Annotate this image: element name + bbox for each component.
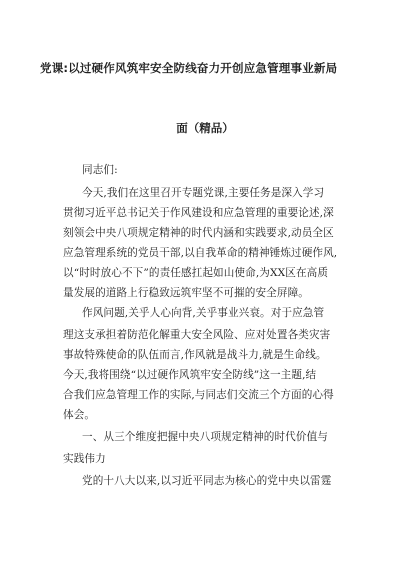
paragraph-line: 今天,我们在这里召开专题党课,主要任务是深入学习 xyxy=(82,187,325,199)
document-title-line-2: 面（精品） xyxy=(176,121,234,135)
paragraph-line: 事故特殊使命的队伍而言,作风就是战斗力,就是生命线。 xyxy=(63,349,327,361)
paragraph-line: 量发展的道路上行稳致远筑牢坚不可摧的安全屏障。 xyxy=(63,287,309,299)
paragraph-line: 作风问题,关乎人心向背,关乎事业兴衰。对于应急管 xyxy=(82,307,325,319)
paragraph-line: 理这支承担着防范化解重大安全风险、应对处置各类灾害 xyxy=(63,329,331,341)
paragraph-line: 今天,我将围绕“以过硬作风筑牢安全防线”这一主题,结 xyxy=(63,369,317,381)
document-title-line-1: 党课:以过硬作风筑牢安全防线奋力开创应急管理事业新局 xyxy=(40,61,338,75)
paragraph-line: 贯彻习近平总书记关于作风建设和应急管理的重要论述,深 xyxy=(63,207,334,219)
section-heading-line: 一、从三个维度把握中央八项规定精神的时代价值与 xyxy=(82,431,328,443)
salutation: 同志们: xyxy=(82,164,118,176)
paragraph-line: 应急管理系统的党员干部,以自我革命的精神锤炼过硬作风, xyxy=(63,247,338,259)
paragraph-line: 以“时时放心不下”的责任感扛起如山使命,为XX区在高质 xyxy=(63,267,329,279)
section-heading-line: 实践伟力 xyxy=(63,453,106,465)
paragraph-line: 刻领会中央八项规定精神的时代内涵和实践要求,动员全区 xyxy=(63,227,334,239)
paragraph-line: 合我们应急管理工作的实际,与同志们交流三个方面的心得 xyxy=(63,389,334,401)
paragraph-line: 党的十八大以来,以习近平同志为核心的党中央以雷霆 xyxy=(82,475,332,487)
paragraph-line: 体会。 xyxy=(63,409,96,421)
